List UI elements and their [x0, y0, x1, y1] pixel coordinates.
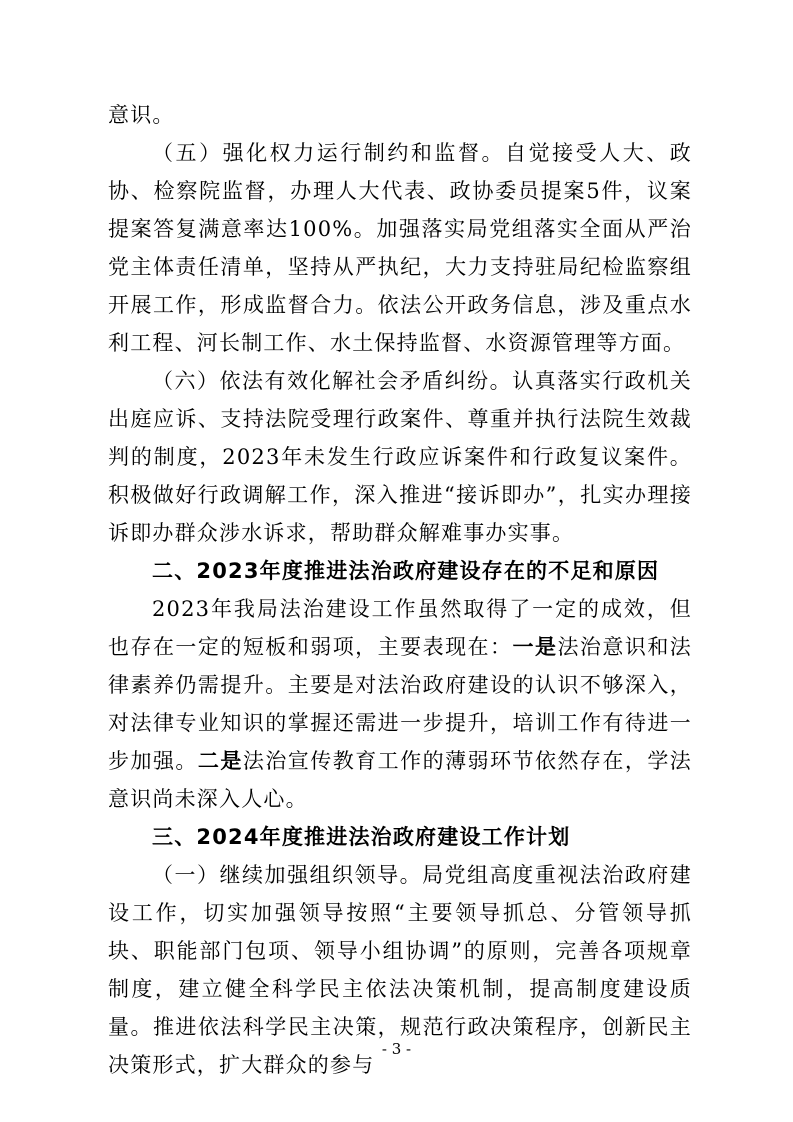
paragraph-continuation: 意识。 [108, 103, 175, 127]
paragraph-lead: （五）强化权力运行制约和监督。 [152, 141, 506, 165]
section-heading-three: 三、2024年度推进法治政府建设工作计划 [152, 825, 571, 849]
paragraph-six [108, 362, 692, 552]
emphasis-first: 一是 [512, 635, 558, 659]
paragraph-body: 认真落实行政机关出庭应诉、支持法院受理行政案件、尊重并执行法院生效裁判的制度，2023年未发生行政应诉案件和行政复议案件。积极做好行政调解工作，深入推进“接诉即办”，扎实办理接诉即办群众涉水诉求，帮助群众解难事办实事。 [108, 369, 692, 545]
paragraph-body: 局党组高度重视法治政府建设工作，切实加强领导按照“主要领导抓总、分管领导抓块、职能部门包项、领导小组协调”的原则，完善各项规章制度，建立健全科学民主依法决策机制，提高制度建设质量。推进依法科学民主决策，规范行政决策程序，创新民主决策形式，扩大群众的参与 [108, 863, 692, 1077]
paragraph-shortcomings [108, 590, 692, 818]
paragraph-lead: （一）继续加强组织领导。 [152, 863, 423, 887]
section-heading-two: 二、2023年度推进法治政府建设存在的不足和原因 [152, 559, 660, 583]
document-page [108, 96, 692, 1084]
paragraph-body: 2023年我局法治建设工作虽然取得了一定的成效，但也存在一定的短板和弱项，主要表现在： [108, 597, 692, 659]
paragraph-lead: （六）依法有效化解社会矛盾纠纷。 [152, 369, 513, 393]
paragraph-five [108, 134, 692, 362]
emphasis-second: 二是 [197, 749, 243, 773]
paragraph-body: 法治意识和法律素养仍需提升。主要是对法治政府建设的认识不够深入，对法律专业知识的掌握还需进一步提升，培训工作有待进一步加强。 [108, 635, 692, 773]
page-number: - 3 - [381, 1040, 412, 1058]
paragraph-body: 法治宣传教育工作的薄弱环节依然存在，学法意识尚未深入人心。 [108, 749, 692, 811]
paragraph-body: 自觉接受人大、政协、检察院监督，办理人大代表、政协委员提案5件，议案提案答复满意率达100%。加强落实局党组落实全面从严治党主体责任清单，坚持从严执纪，大力支持驻局纪检监察组开展工作，形成监督合力。依法公开政务信息，涉及重点水利工程、河长制工作、水土保持监督、水资源管理等方面。 [108, 141, 692, 355]
